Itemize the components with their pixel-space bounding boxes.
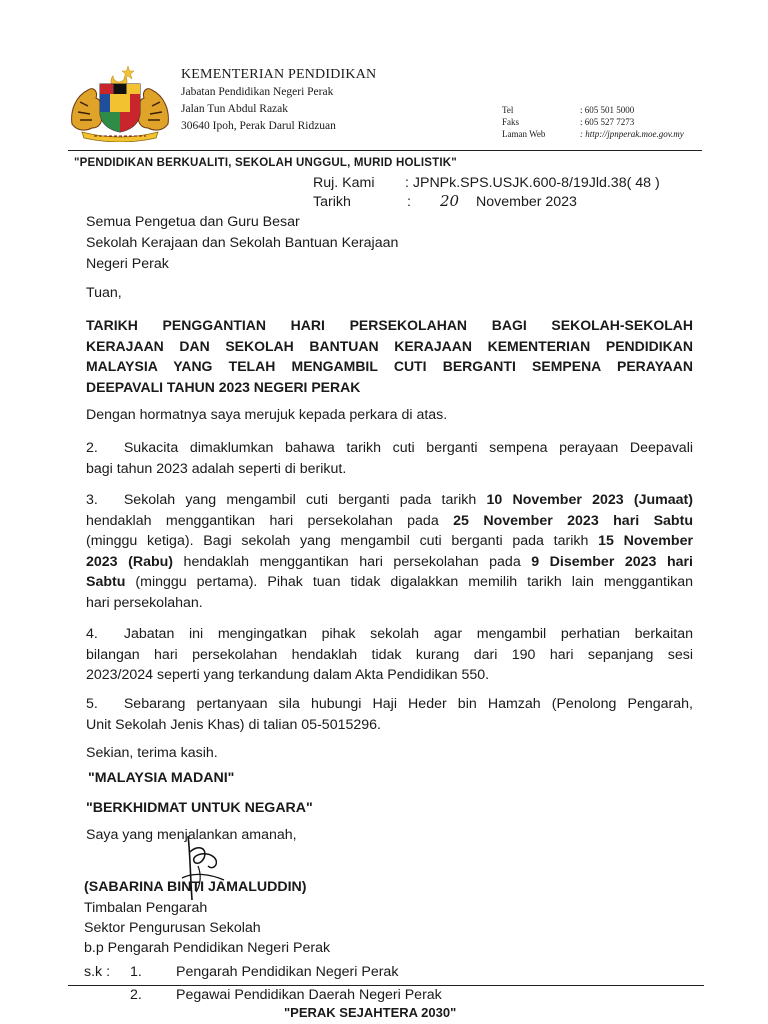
coat-of-arms-logo [66, 62, 174, 142]
contact-web: Laman Web : http://jpnperak.moe.gov.my [502, 129, 684, 139]
paragraph-4: 4. Jabatan ini mengingatkan pihak sekolah agar mengambil perhatian berkaitan bilangan hari persekolahan hendaklah tidak kurang dari 190 hari sepanjang sesi 2023/2024 seperti yang terkandung dalam Akta Pendidikan 550. [86, 626, 693, 683]
date-label: Tarikh [313, 194, 351, 210]
motto: "PENDIDIKAN BERKUALITI, SEKOLAH UNGGUL, MURID HOLISTIK" [74, 157, 457, 169]
contact-fax: Faks : 605 527 7273 [502, 117, 635, 127]
ministry-name: KEMENTERIAN PENDIDIKAN [181, 67, 377, 82]
slogan-malaysia-madani: "MALAYSIA MADANI" [88, 770, 235, 786]
cc-item-1-text: Pengarah Pendidikan Negeri Perak [176, 964, 399, 980]
recipient-line-1: Semua Pengetua dan Guru Besar [86, 214, 300, 230]
contact-tel: Tel : 605 501 5000 [502, 105, 635, 115]
paragraph-3: 3. Sekolah yang mengambil cuti berganti pada tarikh 10 November 2023 (Jumaat) hendaklah menggantikan hari persekolahan pada 25 November 2023 hari Sabtu (minggu ketiga). Bagi sekolah yang mengambil cuti berganti pada tarikh 15 November 2023 (Rabu) hendaklah menggantikan hari persekolahan pada 9 Disember 2023 hari Sabtu (minggu pertama). Pihak tuan tidak digalakkan memilih tarikh lain menggantikan hari persekolahan. [86, 492, 694, 611]
subject-line-2: KERAJAAN DAN SEKOLAH BANTUAN KERAJAAN KEMENTERIAN PENDIDIKAN [86, 337, 693, 354]
para-number: 3. [86, 492, 98, 508]
para-number: 4. [86, 626, 98, 642]
signatory-title-3: b.p Pengarah Pendidikan Negeri Perak [84, 940, 331, 956]
address-city: 30640 Ipoh, Perak Darul Ridzuan [181, 120, 336, 132]
header-divider [68, 150, 702, 151]
recipient-line-3: Negeri Perak [86, 256, 169, 272]
recipient-line-2: Sekolah Kerajaan dan Sekolah Bantuan Kerajaan [86, 235, 399, 251]
cc-label: s.k : [84, 964, 111, 980]
paragraph-2: 2. Sukacita dimaklumkan bahawa tarikh cuti berganti sempena perayaan Deepavali bagi tahun 2023 adalah seperti di berikut. [86, 440, 693, 477]
para-number: 5. [86, 696, 98, 712]
paragraph-5: 5. Sebarang pertanyaan sila hubungi Haji Heder bin Hamzah (Penolong Pengarah, Unit Sekolah Jenis Khas) di talian 05-5015296. [86, 696, 693, 733]
ref-value: : JPNPk.SPS.USJK.600-8/19Jld.38( 48 ) [405, 175, 660, 191]
contact-block [502, 104, 684, 140]
opening-line: Dengan hormatnya saya merujuk kepada perkara di atas. [86, 407, 448, 423]
closing-trust: Saya yang menjalankan amanah, [86, 827, 297, 843]
date-colon: : [407, 194, 411, 210]
cc-item-1-num: 1. [130, 964, 142, 980]
ref-label: Ruj. Kami [313, 175, 375, 191]
footer-slogan: "PERAK SEJAHTERA 2030" [284, 1005, 457, 1020]
closing-thanks: Sekian, terima kasih. [86, 745, 218, 761]
date-rest: November 2023 [476, 194, 577, 210]
signatory-title-2: Sektor Pengurusan Sekolah [84, 920, 261, 936]
subject-line-4: DEEPAVALI TAHUN 2023 NEGERI PERAK [86, 378, 361, 395]
signatory-name: (SABARINA BINTI JAMALUDDIN) [84, 879, 307, 895]
address-street: Jalan Tun Abdul Razak [181, 103, 289, 115]
subject-line-3: MALAYSIA YANG TELAH MENGAMBIL CUTI BERGANTI SEMPENA PERAYAAN [86, 358, 693, 374]
cc-item-2-num: 2. [130, 987, 142, 1003]
cc-item-2-text: Pegawai Pendidikan Daerah Negeri Perak [176, 987, 442, 1003]
signatory-title-1: Timbalan Pengarah [84, 900, 208, 916]
slogan-berkhidmat: "BERKHIDMAT UNTUK NEGARA" [86, 800, 313, 816]
department-name: Jabatan Pendidikan Negeri Perak [181, 86, 334, 98]
para-number: 2. [86, 440, 98, 456]
subject [86, 315, 693, 397]
subject-line-1: TARIKH PENGGANTIAN HARI PERSEKOLAHAN BAGI SEKOLAH-SEKOLAH [86, 317, 693, 333]
salutation: Tuan, [86, 285, 122, 301]
date-day-handwritten: 20 [440, 192, 460, 210]
